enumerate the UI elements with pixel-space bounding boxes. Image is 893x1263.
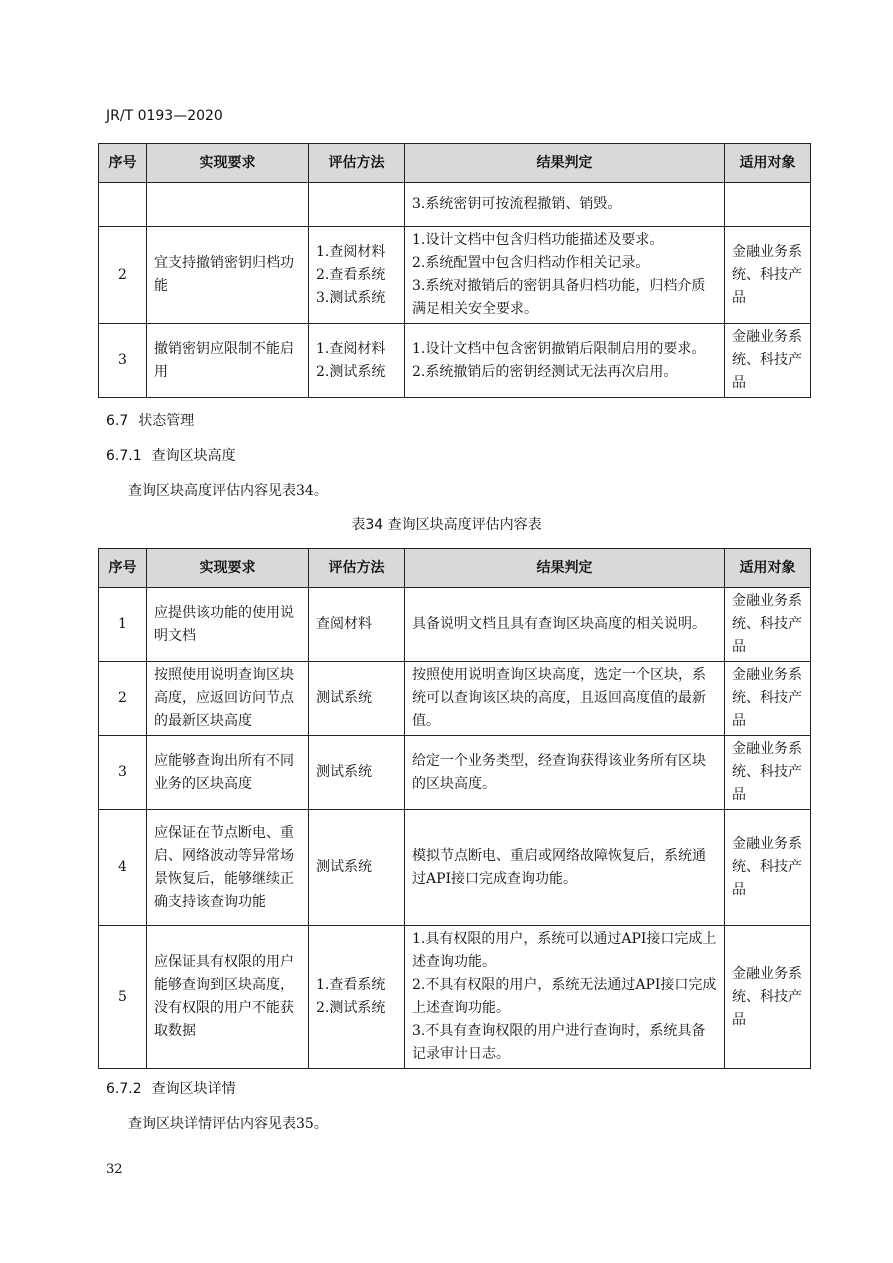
cell-line: 模拟节点断电、重启或网络故障恢复后，系统通过API接口完成查询功能。 bbox=[412, 847, 706, 887]
cell-line: 3.测试系统 bbox=[316, 289, 386, 306]
paragraph-table34-ref: 查询区块高度评估内容见表34。 bbox=[128, 483, 328, 499]
cell-line: 查阅材料 bbox=[316, 616, 372, 632]
table-row bbox=[99, 662, 811, 736]
section-number: 6.7.2 bbox=[106, 1081, 142, 1097]
cell-line: 金融业务系统、科技产品 bbox=[732, 965, 802, 1028]
cell-line: 3.系统对撤销后的密钥具备归档功能，归档介质满足相关安全要求。 bbox=[412, 278, 706, 317]
cell-line: 3.不具有查询权限的用户进行查询时，系统具备记录审计日志。 bbox=[412, 1023, 706, 1062]
cell-no bbox=[99, 183, 147, 227]
cell-no: 4 bbox=[99, 810, 147, 926]
cell-no: 5 bbox=[99, 926, 147, 1069]
cell-line: 3.系统密钥可按流程撤销、销毁。 bbox=[412, 196, 622, 212]
cell-method bbox=[309, 324, 405, 398]
cell-line: 金融业务系统、科技产品 bbox=[732, 667, 802, 729]
table-row bbox=[99, 926, 811, 1069]
cell-target bbox=[725, 183, 811, 227]
cell-line: 宜支持撤销密钥归档功能 bbox=[154, 255, 294, 294]
cell-target bbox=[725, 662, 811, 736]
cell-target bbox=[725, 736, 811, 810]
section-title: 查询区块高度 bbox=[151, 448, 236, 464]
cell-no: 2 bbox=[99, 662, 147, 736]
section-heading-6-7-1 bbox=[106, 445, 236, 465]
header-requirement: 实现要求 bbox=[147, 549, 309, 588]
table-caption: 表34 查询区块高度评估内容表 bbox=[351, 517, 542, 533]
header-no: 序号 bbox=[99, 144, 147, 183]
header-method: 评估方法 bbox=[309, 549, 405, 588]
cell-line: 给定一个业务类型，经查询获得该业务所有区块的区块高度。 bbox=[412, 752, 706, 792]
cell-line: 金融业务系统、科技产品 bbox=[732, 329, 802, 391]
cell-line: 2.系统配置中包含归档动作相关记录。 bbox=[412, 255, 650, 271]
cell-method bbox=[309, 810, 405, 926]
cell-result bbox=[405, 662, 725, 736]
cell-line: 金融业务系统、科技产品 bbox=[732, 593, 802, 655]
table-row bbox=[99, 736, 811, 810]
header-requirement: 实现要求 bbox=[147, 144, 309, 183]
cell-target bbox=[725, 324, 811, 398]
section-number: 6.7 bbox=[106, 413, 129, 429]
cell-method bbox=[309, 183, 405, 227]
table-header-row bbox=[99, 144, 811, 183]
cell-line: 应提供该功能的使用说明文档 bbox=[154, 604, 294, 644]
cell-result bbox=[405, 227, 725, 324]
cell-line: 1.查阅材料 bbox=[316, 340, 386, 357]
cell-line: 具备说明文档且具有查询区块高度的相关说明。 bbox=[412, 616, 706, 632]
cell-line: 1.设计文档中包含归档功能描述及要求。 bbox=[412, 232, 664, 248]
cell-line: 按照使用说明查询区块高度，应返回访问节点的最新区块高度 bbox=[154, 667, 294, 729]
cell-target bbox=[725, 227, 811, 324]
cell-target bbox=[725, 926, 811, 1069]
header-no: 序号 bbox=[99, 549, 147, 588]
cell-method bbox=[309, 227, 405, 324]
cell-result bbox=[405, 926, 725, 1069]
cell-line: 2.查看系统 bbox=[316, 266, 386, 283]
header-result: 结果判定 bbox=[405, 144, 725, 183]
cell-no: 3 bbox=[99, 736, 147, 810]
cell-result bbox=[405, 324, 725, 398]
document-code: JR/T 0193—2020 bbox=[106, 108, 223, 124]
cell-line: 1.查阅材料 bbox=[316, 243, 386, 260]
cell-method bbox=[309, 588, 405, 662]
cell-line: 2.测试系统 bbox=[316, 363, 386, 380]
cell-line: 金融业务系统、科技产品 bbox=[732, 243, 802, 306]
cell-no: 1 bbox=[99, 588, 147, 662]
cell-line: 金融业务系统、科技产品 bbox=[732, 836, 802, 898]
cell-result bbox=[405, 588, 725, 662]
cell-line: 测试系统 bbox=[316, 764, 372, 780]
cell-line: 撤销密钥应限制不能启用 bbox=[154, 340, 294, 380]
cell-requirement bbox=[147, 810, 309, 926]
cell-line: 1.设计文档中包含密钥撤销后限制启用的要求。 bbox=[412, 340, 706, 357]
table-row bbox=[99, 810, 811, 926]
header-target: 适用对象 bbox=[725, 144, 811, 183]
cell-requirement bbox=[147, 324, 309, 398]
paragraph-table35-ref: 查询区块详情评估内容见表35。 bbox=[128, 1116, 328, 1132]
header-target: 适用对象 bbox=[725, 549, 811, 588]
cell-method bbox=[309, 662, 405, 736]
section-heading-6-7 bbox=[106, 410, 194, 430]
section-title: 查询区块详情 bbox=[151, 1081, 236, 1097]
cell-result bbox=[405, 736, 725, 810]
cell-line: 测试系统 bbox=[316, 690, 372, 706]
cell-line: 应保证具有权限的用户能够查询到区块高度，没有权限的用户不能获取数据 bbox=[154, 954, 294, 1039]
table-row bbox=[99, 588, 811, 662]
cell-result bbox=[405, 810, 725, 926]
table-row bbox=[99, 324, 811, 398]
cell-line: 2.测试系统 bbox=[316, 1000, 386, 1016]
cell-method bbox=[309, 736, 405, 810]
table-query-block-height bbox=[98, 548, 811, 1069]
cell-target bbox=[725, 810, 811, 926]
cell-no: 3 bbox=[99, 324, 147, 398]
cell-target bbox=[725, 588, 811, 662]
cell-method bbox=[309, 926, 405, 1069]
table-header-row bbox=[99, 549, 811, 588]
cell-requirement bbox=[147, 662, 309, 736]
cell-requirement bbox=[147, 926, 309, 1069]
cell-line: 测试系统 bbox=[316, 859, 372, 875]
section-number: 6.7.1 bbox=[106, 448, 142, 464]
cell-requirement bbox=[147, 183, 309, 227]
cell-line: 2.系统撤销后的密钥经测试无法再次启用。 bbox=[412, 363, 678, 380]
cell-no: 2 bbox=[99, 227, 147, 324]
page-number: 32 bbox=[106, 1162, 123, 1177]
cell-line: 应保证在节点断电、重启、网络波动等异常场景恢复后，能够继续正确支持该查询功能 bbox=[154, 824, 294, 910]
cell-line: 按照使用说明查询区块高度，选定一个区块，系统可以查询该区块的高度，且返回高度值的最新值。 bbox=[412, 667, 706, 729]
cell-line: 1.查看系统 bbox=[316, 977, 386, 993]
section-title: 状态管理 bbox=[138, 413, 195, 429]
table-key-revocation bbox=[98, 143, 811, 398]
table-row bbox=[99, 227, 811, 324]
header-method: 评估方法 bbox=[309, 144, 405, 183]
header-result: 结果判定 bbox=[405, 549, 725, 588]
section-heading-6-7-2 bbox=[106, 1078, 236, 1098]
cell-line: 金融业务系统、科技产品 bbox=[732, 741, 802, 803]
cell-result bbox=[405, 183, 725, 227]
cell-line: 应能够查询出所有不同业务的区块高度 bbox=[154, 752, 294, 792]
table-row bbox=[99, 183, 811, 227]
cell-requirement bbox=[147, 736, 309, 810]
cell-line: 1.具有权限的用户，系统可以通过API接口完成上述查询功能。 bbox=[412, 931, 717, 970]
cell-requirement bbox=[147, 227, 309, 324]
cell-requirement bbox=[147, 588, 309, 662]
cell-line: 2.不具有权限的用户，系统无法通过API接口完成上述查询功能。 bbox=[412, 977, 717, 1016]
